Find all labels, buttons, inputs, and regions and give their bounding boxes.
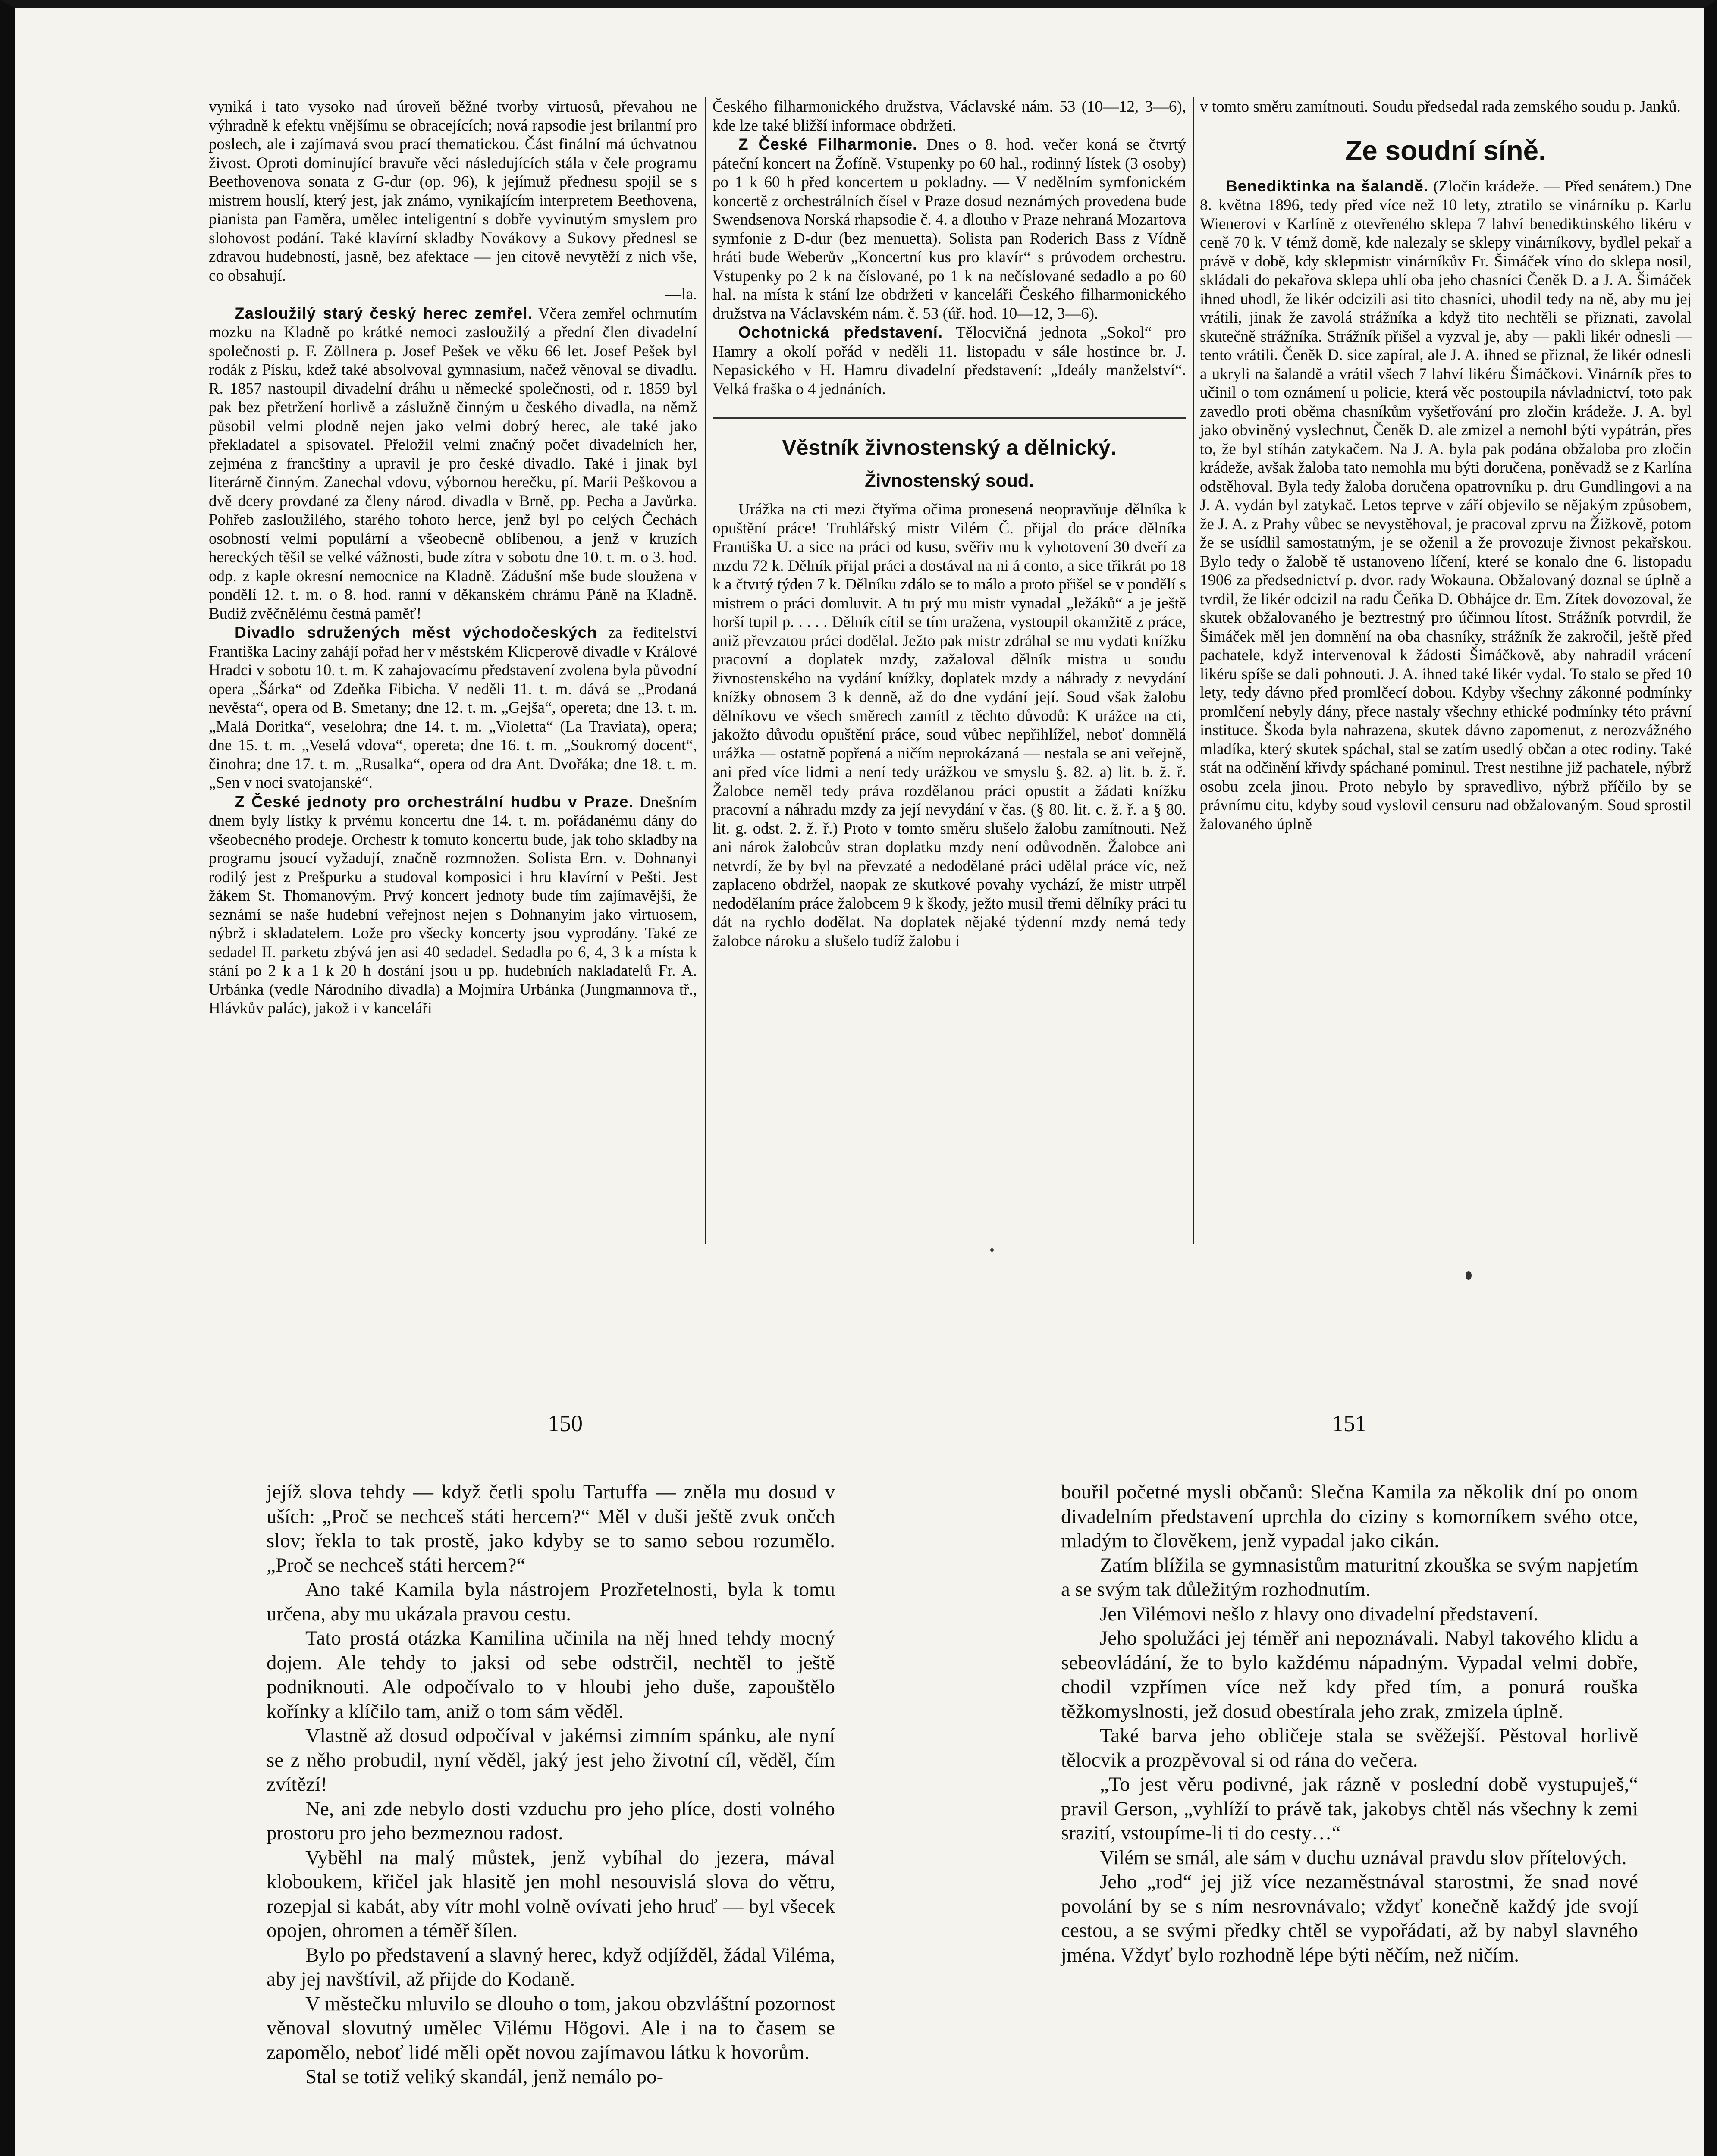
book-paragraph: Zatím blížila se gymnasistům maturitní zkouška se svým napjetím a se svým tak důležitým rozhodnutím. — [1061, 1554, 1638, 1601]
right-news-column — [1200, 97, 1692, 834]
book-paragraph: Vlastně až dosud odpočíval v jakémsi zimním spánku, ale nyní se z něho probudil, nyní věděl, jaký jest jeho životní cíl, věděl, čím zvítězí! — [267, 1724, 835, 1796]
book-paragraph: Také barva jeho obličeje stala se svěžejší. Pěstoval horlivě tělocvik a prozpěvoval si od rána do večera. — [1061, 1724, 1638, 1771]
news-item-text: (Zločin krádeže. — Před senátem.) Dne 8. května 1896, tedy před více než 10 lety, ztratilo se vinárníku p. Karlu Wienerovi v Karlíně z otevřeného sklepa 7 lahví benediktinského likéru v ceně 70 k. V témž domě, kde nalezaly se sklepy vinárníkovy, bydlel pekař a právě v době, kdy sklepmistr vinárníkův Fr. Šimáček víno do sklepa nosil, skládali do pekařova sklepa uhlí oba jeho chasníci Čeněk D. a J. A. Šimáček ihned uhodl, že likér odcizili asi tito chasníci, uhodil tedy na ně, aby mu jej vrátili, jinak že zavolá strážníka a když tito nechtěli se přiznati, zavolal skutečně strážníka. Strážník přišel a vyzval je, aby — pakli likér odnesli — tento vrátili. Čeněk D. sice zapíral, ale J. A. ihned se přiznal, že likér odnesli a ukryli na šalandě a vrátil všech 7 lahví likéru Šimáčkovi. Vinárník přes to učinil o tom oznámení u policie, která věc postoupila návladnictví, toto pak zavedlo proti oběma chasníkům vyšetřování pro zločin krádeže. J. A. byl jako obviněný vyslechnut, Čeněk D. ale zmizel a nemohl býti vypátrán, přes to, že byl stíhán zatykačem. Na J. A. byla pak podána obžaloba pro zločin krádeže, avšak žaloba tato nemohla mu býti doručena, poněvadž se z Karlína odstěhoval. Byla tedy žaloba doručena opatrovníku p. dru Gundlingovi a na J. A. vydán byl zatykač. Letos teprve v září objevilo se nějakým způsobem, že J. A. z Prahy vůbec se nevystěhoval, je pracoval zprvu na Žižkově, potom že se usídlil samostatným, je se oženil a že provozuje živnost pekařskou. Bylo tedy o žalobě tě ustanoveno líčení, které se konalo dne 6. listopadu 1906 za předsednictví p. dvor. rady Wokauna. Obžalovaný doznal se úplně a tvrdil, že likér odcizil na radu Čeňka D. Obhájce dr. Em. Zítek dovozoval, že skutek obžalovaného je beztrestný pro účinnou lítost. Strážník potvrdil, že Šimáček měl jen domnění na oba chasníky, strážník že zakročil, ještě před pachatele, když intervenoval k žádosti Šimáčkově, aby nahradil vrácení likéru spíše se dali pohnouti. J. A. ihned také likér vydal. To stalo se před 10 lety, tedy dávno před promlčecí dobou. Kdyby všechny zákonné podmínky promlčení nebyly dány, přece nastaly všechny ethické podmínky této právní instituce. Škoda byla nahrazena, skutek dávno zapomenut, z nerozvážného mladíka, který skutek spáchal, stal se zatím usedlý občan a otec rodiny. Také stát na odčinění křivdy spáchané pominul. Trest nestihne již pachatele, nýbrž osobu zcela jinou. Proto nebylo by spravedlivo, nýbrž příčilo by se právnímu citu, kdyby soud vyslovil censuru nad obžalovaným. Soud sprostil žalovaného úplně — [1200, 177, 1692, 833]
news-item — [1200, 177, 1692, 834]
section-subtitle: Živnostenský soud. — [864, 470, 1034, 491]
news-item-text: za ředitelství Františka Laciny zahájí pořad her v městském Klicperově divadle v Králové Hradci v sobotu 10. t. m. K zahajovacímu představení zvolena byla původní opera „Šárka“ od Zdeňka Fibicha. V neděli 11. t. m. dává se „Prodaná nevěsta“, opera od B. Smetany; dne 12. t. m. „Gejša“, opereta; dne 13. t. m. „Malá Doritka“, veselohra; dne 14. t. m. „Violetta“ (La Traviata), opera; dne 15. t. m. „Veselá vdova“, opereta; dne 16. t. m. „Soukromý docent“, činohra; dne 17. t. m. „Rusalka“, opera od dra Ant. Dvořáka; dne 18. t. m. „Sen v noci svatojanské“. — [209, 624, 697, 792]
book-paragraph: Vilém se smál, ale sám v duchu uznával pravdu slov přítelových. — [1100, 1846, 1627, 1869]
news-item-heading: Z České Filharmonie. — [738, 135, 918, 153]
book-page-left — [267, 1480, 835, 2089]
book-paragraph: Stal se totiž veliký skandál, jenž nemálo po- — [305, 2065, 664, 2088]
book-page-right — [1061, 1480, 1638, 1967]
news-item-heading: Benediktinka na šalandě. — [1226, 177, 1429, 195]
news-item — [209, 623, 697, 793]
news-paragraph: vyniká i tato vysoko nad úroveň běžné tvorby virtuosů, převahou ne výhradně k efektu vnějšímu se obracejících; nová rapsodie jest brilantní pro poslech, ale i zajímavá svou prací thematickou. Část finální má úchvatnou živost. Oproti dominující bravuře věci následujících stála v čele programu Beethovenova sonata z G-dur (op. 96), k jejímuž přednesu spojil se s mistrem houslí, který jest, jak známo, vynikajícím interpretem Beethovena, pianista pan Faměra, umělec inteligentní s dobře vyvinutým smyslem pro slohovost podání. Také klavírní skladby Novákovy a Sukovy přednesl se zdravou hudebností, jasně, bez afektace — jen citově nevytěží z nich vše, co obsahují. — [209, 98, 697, 285]
news-item-text: Tělocvičná jednota „Sokol“ pro Hamry a okolí pořád v neděli 11. listopadu v sále hostince br. J. Nepasického v H. Hamru divadelní představení: „Ideály manželství“. Velká fraška o 4 jednáních. — [713, 324, 1187, 398]
column-divider — [1193, 97, 1194, 1244]
page-number-right: 151 — [1332, 1410, 1367, 1436]
book-paragraph: jejíž slova tehdy — když četli spolu Tartuffa — zněla mu dosud v uších: „Proč se nechceš státi hercem?“ Měl v duši ještě zvuk ončch slov; řekla to tak prostě, jako kdyby se to samo sebou rozumělo. „Proč se nechceš státi hercem?“ — [267, 1481, 835, 1576]
middle-news-column — [713, 97, 1186, 950]
ink-spot — [990, 1248, 994, 1252]
news-paragraph: Českého filharmonického družstva, Václavské nám. 53 (10—12, 3—6), kde lze také bližší informace obdržeti. — [713, 98, 1186, 135]
book-paragraph: Bylo po představení a slavný herec, když odjížděl, žádal Viléma, aby jej navštívil, až přijde do Kodaně. — [267, 1943, 835, 1990]
book-paragraph: bouřil početné mysli občanů: Slečna Kamila za několik dní po onom divadelním představení uprchla do ciziny s komorníkem svého otce, mladým to člověkem, jenž vypadal jako cikán. — [1061, 1481, 1638, 1552]
book-paragraph: Jeho spolužáci jej téměř ani nepoznávali. Nabyl takového klidu a sebeovládání, že to bylo každému nápadným. Vypadal velmi dobře, chodil vzpřímen více než kdy před tím, a ponurá rouška těžkomyslnosti, jež dosud obestírala jeho zrak, zmizela úplně. — [1061, 1627, 1638, 1723]
news-paragraph: v tomto směru zamítnouti. Soudu předsedal rada zemského soudu p. Janků. — [1200, 98, 1681, 116]
left-news-column — [209, 97, 697, 1018]
section-title: Věstník živnostenský a dělnický. — [713, 417, 1186, 460]
news-item-text: Včera zemřel ochrnutím mozku na Kladně po krátké nemoci zasloužilý a přední člen divadelní společnosti p. F. Zöllnera p. Josef Pešek ve věku 66 let. Josef Pešek byl rodák z Písku, kdež také absolvoval gymnasium, načež věnoval se divadlu. R. 1857 nastoupil divadelní dráhu u německé společnosti, od r. 1859 byl pak bez přetržení horlivě a záslužně činným u českého divadla, na němž působil velmi plodně nejen jako velmi dobrý herec, ale také jako překladatel a spisovatel. Přeložil velmi značný počet divadelních her, zejména z francštiny a upravil je pro české divadlo. Také i jinak byl literárně činným. Zanechal vdovu, výbornou herečku, pí. Marii Peškovou a dvě dcery provdané za členy národ. divadla v Brně, pp. Pecha a Javůrka. Pohřeb zasloužilého, starého tohoto herce, jenž byl po celých Čechách osobností velmi populární a všeobecně oblíbenou, a jenž v kruzích hereckých těšil se velké vážnosti, bude zítra v sobotu dne 10. t. m. o 3. hod. odp. z kaple okresní nemocnice na Kladně. Zádušní mše bude sloužena v pondělí 12. t. m. o 8. hod. ranní v děkanském chrámu Páně na Kladně. Budiž zvěčnělému čestná paměť! — [209, 304, 697, 623]
column-divider — [705, 97, 706, 1244]
book-paragraph: V městečku mluvilo se dlouho o tom, jakou obzvláštní pozornost věnoval slovutný umělec Vilému Högovi. Ale i na to časem se zapomělo, neboť lidé měli opět novou zajímavou látku k hovorům. — [267, 1992, 835, 2064]
news-item — [209, 304, 697, 624]
ink-spot — [1466, 1271, 1472, 1280]
book-paragraph: Tato prostá otázka Kamilina učinila na něj hned tehdy mocný dojem. Ale tehdy to jaksi od sebe odstrčil, nechtěl to ještě podniknouti. Ale odpočívalo to v hloubi jeho duše, zapouštělo kořínky a klíčilo tam, aniž o tom sám věděl. — [267, 1627, 835, 1723]
book-paragraph: „To jest věru podivné, jak rázně v poslední době vystupuješ,“ pravil Gerson, „vyhlíží to právě tak, jakobys chtěl nás všechny k zemi srazití, vstoupíme-li ti do cesty…“ — [1061, 1773, 1638, 1844]
book-paragraph: Ne, ani zde nebylo dosti vzduchu pro jeho plíce, dosti volného prostoru pro jeho bezmeznou radost. — [267, 1797, 835, 1844]
book-paragraph: Jeho „rod“ jej již více nezaměstnával starostmi, že snad nové povolání by se s ním nesrovnávalo; vždyť konečně každý jde svojí cestou, a se svými předky chtěl se vypořádati, až by nabyl slavného jména. Vždyť bylo rozhodně lépe býti něčím, než ničím. — [1061, 1871, 1638, 1966]
page-number-left: 150 — [548, 1410, 583, 1436]
book-paragraph: Jen Vilémovi nešlo z hlavy ono divadelní představení. — [1100, 1602, 1539, 1625]
news-item — [713, 323, 1186, 398]
news-item-heading: Zasloužilý starý český herec zemřel. — [235, 304, 533, 322]
news-item — [209, 793, 697, 1018]
news-item — [713, 135, 1186, 323]
news-paragraph: Urážka na cti mezi čtyřma očima pronesená neopravňuje dělníka k opuštění práce! Truhlářský mistr Vilém Č. přijal do práce dělníka Františka U. a sice na práci od kusu, svěřiv mu k vyhotovení 30 dveří za mzdu 72 k. Dělník přijal práci a dostával na ni á conto, a sice třikrát po 18 k a čtvrtý týden 7 k. Dělníku zdálo se to málo a proto přišel se v pondělí s mistrem o práci domluvit. A tu prý mu mistr vynadal „ležáků“ a je ještě horší tupil p. . . . . Dělník cítil se tím uražena, vystoupil okamžitě z práce, aniž převzatou práci dodělal. Ježto pak mistr zdráhal se mu vydati knížku pracovní a doplatek mzdy, zažaloval dělník mistra u soudu živnostenského na vydání knížky, doplatek mzdy a náhrady z nevydání knížky obnosem 3 k denně, až do dne vydání její. Soud však žalobu dělníkovu ve všech směrech zamítl z těchto důvodů: K urážce na cti, jakožto důvodu opuštění práce, soud vůbec nepřihlížel, neboť domnělá urážka — ostatně popřená a ničím neprokázaná — nestala se ani veřejně, ani před více lidmi a není tedy urážkou ve smyslu §. 82. a) lit. b. ž. ř. Žalobce neměl tedy práva rozdělanou práci opustit a žádati knížku pracovní a náhradu mzdy za její nevydání v čas. (§ 80. lit. c. ž. ř. a § 80. lit. g. odst. 2. ž. ř.) Proto v tomto směru slušelo žalobu zamítnouti. Než ani nárok žalobcův stran doplatku mzdy není odůvodněn. Žalobce ani netvrdí, že by byl na převzaté a nedodělané práci udělal práce víc, než zaplaceno obdržel, naopak ze skutkové povahy vychází, že mistr utrpěl nedodělaním práce žalobcem 9 k škody, ježto musil třemi dělníky práci tu dát na rychlo dodělat. Na doplatek nějaké týdenní mzdy nemá tedy žalobce nároku a slušelo tudíž žalobu i — [713, 501, 1186, 950]
news-item-heading: Divadlo sdružených měst východočeských — [235, 624, 597, 641]
article-signature: —la. — [665, 285, 697, 303]
news-item-text: Dnes o 8. hod. večer koná se čtvrtý páteční koncert na Žofíně. Vstupenky po 60 hal., rodinný lístek (3 osoby) po 1 k 60 h před koncertem u pokladny. — V nedělním symfonickém koncertě z orchestrálních čísel v Praze dosud neznámých provedena bude Swendsenova Norská rhapsodie č. 4. a dlouho v Praze nehraná Mozartova symfonie z D-dur (bez menuetta). Solista pan Roderich Bass z Vídně hráti bude Weberův „Koncertní kus pro klavír“ s průvodem orchestru. Vstupenky po 2 k na číslované, po 1 k na nečíslované sedadlo a po 60 hal. na místa k stání lze obdržeti v kanceláři Českého filharmonického družstva na Václavském nám. č. 53 (úř. hod. 10—12, 3—6). — [713, 136, 1186, 323]
section-title: Ze soudní síně. — [1345, 135, 1546, 166]
news-item-heading: Ochotnická představení. — [738, 323, 943, 341]
book-paragraph: Ano také Kamila byla nástrojem Prozřetelnosti, byla k tomu určena, aby mu ukázala pravou cestu. — [267, 1578, 835, 1625]
news-item-heading: Z České jednoty pro orchestrální hudbu v Praze. — [235, 793, 634, 811]
news-item-text: Dnešním dnem byly lístky k prvému koncertu dne 14. t. m. pořádanému dány do všeobecného prodeje. Orchestr k tomuto koncertu bude, jak toho skladby na programu jsoucí vyžadují, značně rozmnožen. Solista Ern. v. Dohnanyi rodilý jest z Prešpurku a studoval komposici i hru klavírní v Pešti. Jest žákem St. Thomanovým. Prvý koncert jednoty bude tím zajímavější, že seznámí se naše hudební veřejnost nejen s Dohnanyim jako virtuosem, nýbrž i skladatelem. Lože pro všecky koncerty jsou vyprodány. Také ze sedadel II. parketu zbývá jen asi 40 sedadel. Sedadla po 6, 4, 3 k a místa k stání po 2 k a 1 k 20 h dostání jsou u pp. hudebních nakladatelů Fr. A. Urbánka (vedle Národního divadla) a Mojmíra Urbánka (Jungmannova tř., Hlávkův palác), jakož i v kanceláři — [209, 793, 697, 1017]
book-paragraph: Vyběhl na malý můstek, jenž vybíhal do jezera, mával kloboukem, křičel jak hlasitě jen mohl nesouvislá slova do větru, rozepjal si kabát, aby vítr mohl volně ovívati jeho hruď — byl všecek opojen, ohromen a téměř šílen. — [267, 1846, 835, 1942]
